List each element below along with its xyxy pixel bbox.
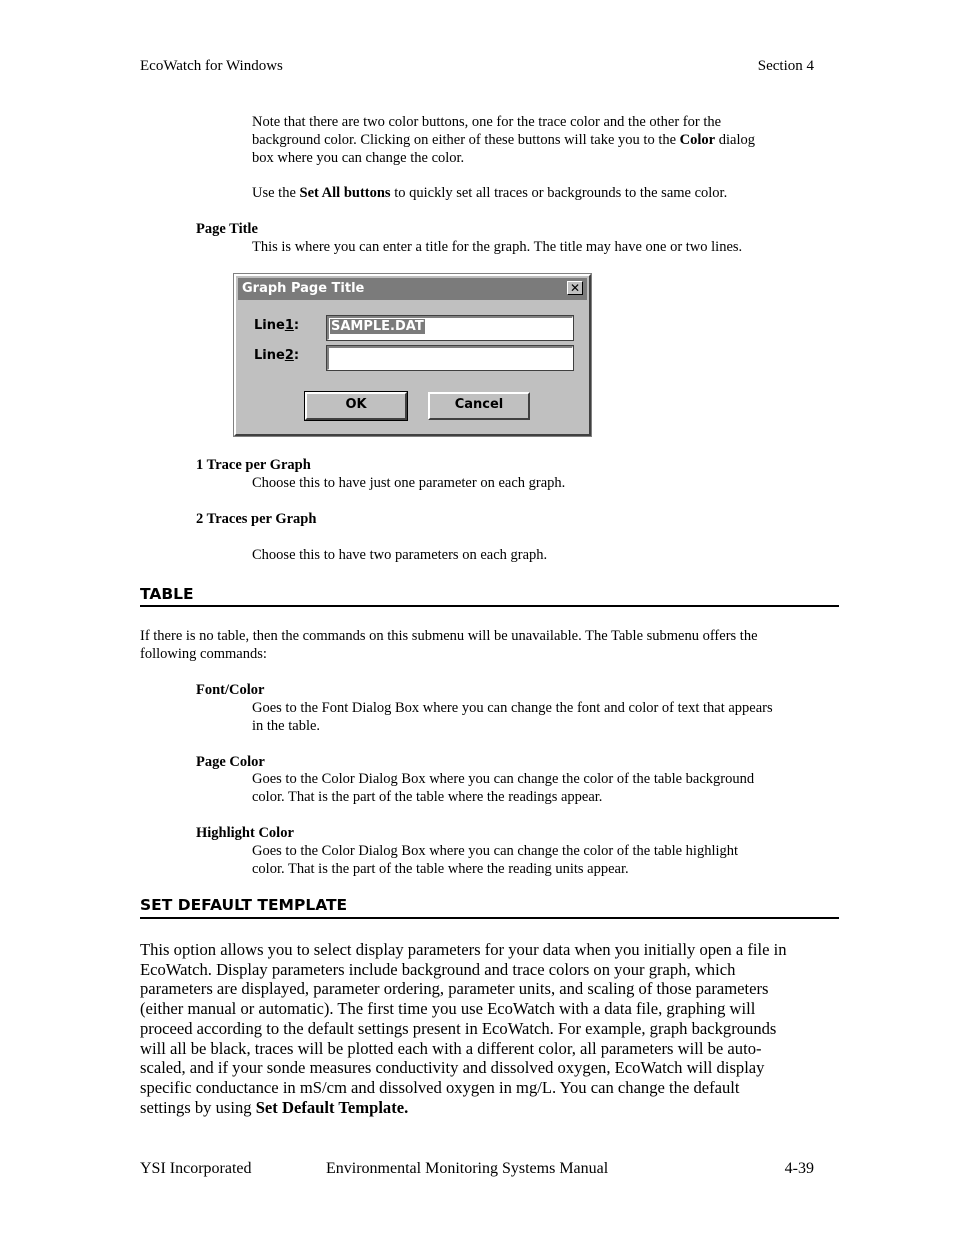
- trace1-term: 1 Trace per Graph: [196, 457, 311, 473]
- template-heading-rule: [140, 917, 839, 919]
- table-heading: TABLE: [140, 585, 194, 603]
- trace1-desc: Choose this to have just one parameter on each graph.: [252, 475, 566, 491]
- line2-label: Line2:: [254, 348, 300, 363]
- intro-line: background color. Clicking on either of these buttons will take you to the Color dialog: [252, 132, 755, 148]
- trace2-desc: Choose this to have two parameters on each graph.: [252, 547, 548, 563]
- close-icon[interactable]: ✕: [567, 281, 583, 295]
- footer-page-number: 4-39: [784, 1160, 814, 1177]
- template-heading: SET DEFAULT TEMPLATE: [140, 896, 348, 914]
- line1-value: SAMPLE.DAT: [331, 319, 424, 334]
- table-intro: If there is no table, then the commands on this submenu will be unavailable. The Table submenu offers the following commands:: [140, 628, 758, 662]
- dialog-title: Graph Page Title: [242, 281, 365, 296]
- page-color-term: Page Color: [196, 754, 265, 770]
- line1-label: Line1:: [254, 318, 300, 333]
- font-color-desc: Goes to the Font Dialog Box where you can change the font and color of text that appears in the table.: [252, 700, 773, 734]
- font-color-term: Font/Color: [196, 682, 265, 698]
- header-left: EcoWatch for Windows: [140, 58, 283, 74]
- dialog-titlebar: [238, 278, 587, 300]
- trace2-term: 2 Traces per Graph: [196, 511, 317, 527]
- intro-line: Note that there are two color buttons, one for the trace color and the other for the: [252, 114, 722, 130]
- page-title-term: Page Title: [196, 221, 258, 237]
- table-heading-rule: [140, 605, 839, 607]
- header-right: Section 4: [757, 58, 814, 74]
- intro-line: box where you can change the color.: [252, 150, 465, 166]
- ok-button[interactable]: OK: [305, 392, 407, 420]
- template-paragraph: This option allows you to select display parameters for your data when you initially open a file in EcoWatch. Display parameters include background and trace colors on your graph, which parameters are displayed, parameter ordering, parameter units, and scaling of those parameters (either manual or automatic). The first time you use EcoWatch with a data file, graphing will proceed according to the default settings present in EcoWatch. For example, graph backgrounds will all be black, traces will be plotted each with a different color, all parameters will be auto- scaled, and if your sonde measures conductivity and dissolved oxygen, EcoWatch will display specific conductance in mS/cm and dissolved oxygen in mg/L. You can change the default settings by using Set Default Template.: [140, 940, 787, 1117]
- footer-center: Environmental Monitoring Systems Manual: [326, 1160, 609, 1177]
- highlight-color-desc: Goes to the Color Dialog Box where you can change the color of the table highlight color. That is the part of the table where the reading units appear.: [252, 843, 739, 877]
- graph-page-title-dialog: [234, 274, 591, 436]
- line2-input[interactable]: [327, 346, 573, 370]
- set-all-paragraph: Use the Set All buttons to quickly set all traces or backgrounds to the same color.: [252, 185, 728, 201]
- footer-left: YSI Incorporated: [140, 1160, 252, 1177]
- page-title-desc: This is where you can enter a title for the graph. The title may have one or two lines.: [252, 239, 743, 255]
- line1-input[interactable]: [327, 316, 573, 340]
- page-color-desc: Goes to the Color Dialog Box where you can change the color of the table background color. That is the part of the table where the readings appear.: [252, 771, 755, 805]
- highlight-color-term: Highlight Color: [196, 825, 294, 841]
- cancel-button[interactable]: Cancel: [428, 392, 530, 420]
- intro-paragraph: [252, 113, 755, 167]
